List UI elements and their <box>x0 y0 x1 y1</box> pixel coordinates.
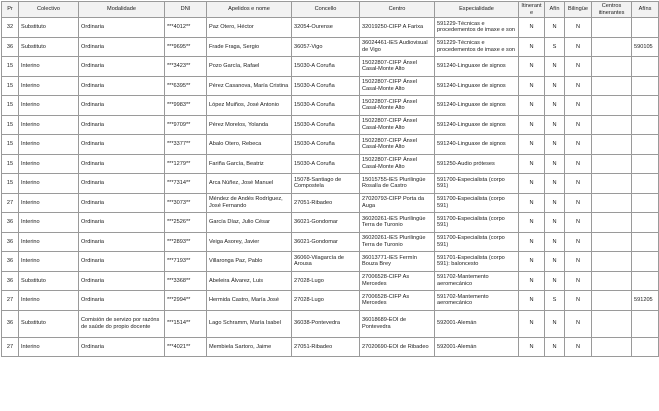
cell-centro: 27020793-CIFP Porta da Auga <box>360 193 435 213</box>
cell-centro: 36020261-IES Plurilingüe Terra de Turonio <box>360 232 435 252</box>
cell-concello: 27051-Ribadeo <box>292 193 360 213</box>
table-row <box>2 213 659 233</box>
cell-colectivo: Substituto <box>19 18 79 38</box>
cell-afin: N <box>545 193 565 213</box>
cell-afins <box>632 135 659 155</box>
cell-afin: N <box>545 252 565 272</box>
cell-especialidade: 591700-Especialista (corpo 591) <box>435 232 519 252</box>
cell-centro: 15022807-CIFP Ánxel Casal-Monte Alto <box>360 135 435 155</box>
cell-colectivo: Interino <box>19 174 79 194</box>
cell-dni: ***4012** <box>165 18 207 38</box>
cell-afin: N <box>545 76 565 96</box>
cell-itinerante: N <box>519 193 545 213</box>
cell-afin: N <box>545 232 565 252</box>
cell-modalidade: Ordinaria <box>79 57 165 77</box>
cell-pr: 36 <box>2 213 19 233</box>
cell-modalidade: Ordinaria <box>79 337 165 357</box>
cell-afin: N <box>545 154 565 174</box>
cell-bilingue: N <box>565 135 592 155</box>
cell-dni: ***2893** <box>165 232 207 252</box>
cell-colectivo: Interino <box>19 96 79 116</box>
cell-name: Membiela Sartoro, Jaime <box>207 337 292 357</box>
column-header: Pr <box>2 2 19 18</box>
cell-itinerante: N <box>519 96 545 116</box>
cell-concello: 15030-A Coruña <box>292 115 360 135</box>
cell-afins <box>632 96 659 116</box>
cell-name: Hermida Castro, María José <box>207 291 292 311</box>
cell-especialidade: 591240-Linguaxe de signos <box>435 135 519 155</box>
cell-pr: 36 <box>2 252 19 272</box>
cell-pr: 15 <box>2 115 19 135</box>
cell-centros-itinerantes <box>592 213 632 233</box>
cell-bilingue: N <box>565 18 592 38</box>
cell-centro: 15015755-IES Plurilingüe Rosalía de Castro <box>360 174 435 194</box>
cell-modalidade: Comisión de servizo por razóns de saúde do propio docente <box>79 310 165 337</box>
cell-itinerante: N <box>519 310 545 337</box>
cell-itinerante: N <box>519 174 545 194</box>
cell-modalidade: Ordinaria <box>79 213 165 233</box>
table-row <box>2 37 659 57</box>
cell-bilingue: N <box>565 37 592 57</box>
cell-dni: ***1279** <box>165 154 207 174</box>
cell-name: Paz Otero, Héctor <box>207 18 292 38</box>
column-header: Especialidade <box>435 2 519 18</box>
cell-dni: ***7314** <box>165 174 207 194</box>
column-header: Concello <box>292 2 360 18</box>
table-row <box>2 193 659 213</box>
cell-bilingue: N <box>565 154 592 174</box>
cell-concello: 15078-Santiago de Compostela <box>292 174 360 194</box>
cell-concello: 36038-Pontevedra <box>292 310 360 337</box>
cell-afins <box>632 18 659 38</box>
cell-concello: 36057-Vigo <box>292 37 360 57</box>
cell-dni: ***2994** <box>165 291 207 311</box>
cell-especialidade: 591240-Linguaxe de signos <box>435 57 519 77</box>
cell-dni: ***3073** <box>165 193 207 213</box>
cell-pr: 15 <box>2 174 19 194</box>
cell-afin: N <box>545 213 565 233</box>
cell-modalidade: Ordinaria <box>79 193 165 213</box>
cell-afins: 590105 <box>632 37 659 57</box>
cell-name: Lago Schramm, María Isabel <box>207 310 292 337</box>
cell-afin: S <box>545 291 565 311</box>
cell-centro: 15022807-CIFP Ánxel Casal-Monte Alto <box>360 115 435 135</box>
cell-name: López Muiños, José Antonio <box>207 96 292 116</box>
cell-dni: ***3423** <box>165 57 207 77</box>
cell-itinerante: N <box>519 135 545 155</box>
table-row <box>2 154 659 174</box>
cell-bilingue: N <box>565 291 592 311</box>
cell-afins <box>632 252 659 272</box>
cell-colectivo: Interino <box>19 213 79 233</box>
cell-centros-itinerantes <box>592 310 632 337</box>
cell-centro: 15022807-CIFP Ánxel Casal-Monte Alto <box>360 154 435 174</box>
column-header: Afíns <box>632 2 659 18</box>
cell-bilingue: N <box>565 57 592 77</box>
cell-centros-itinerantes <box>592 76 632 96</box>
cell-afin: N <box>545 115 565 135</box>
cell-name: Pozo García, Rafael <box>207 57 292 77</box>
cell-afin: N <box>545 337 565 357</box>
cell-especialidade: 591702-Mantemento aeromecánico <box>435 291 519 311</box>
cell-especialidade: 591240-Linguaxe de signos <box>435 76 519 96</box>
cell-centros-itinerantes <box>592 57 632 77</box>
cell-afin: N <box>545 310 565 337</box>
cell-modalidade: Ordinaria <box>79 232 165 252</box>
cell-centros-itinerantes <box>592 252 632 272</box>
cell-centros-itinerantes <box>592 271 632 291</box>
cell-centro: 15022807-CIFP Ánxel Casal-Monte Alto <box>360 96 435 116</box>
cell-name: Méndez de Andés Rodríguez, José Fernando <box>207 193 292 213</box>
table-row <box>2 96 659 116</box>
cell-dni: ***7193** <box>165 252 207 272</box>
cell-bilingue: N <box>565 252 592 272</box>
cell-centros-itinerantes <box>592 232 632 252</box>
cell-bilingue: N <box>565 310 592 337</box>
cell-dni: ***1514** <box>165 310 207 337</box>
cell-itinerante: N <box>519 57 545 77</box>
cell-name: Pérez Casanova, María Cristina <box>207 76 292 96</box>
cell-modalidade: Ordinaria <box>79 154 165 174</box>
cell-name: Abeleira Álvarez, Luis <box>207 271 292 291</box>
cell-name: Arca Núñez, José Manuel <box>207 174 292 194</box>
cell-pr: 15 <box>2 135 19 155</box>
cell-afin: N <box>545 57 565 77</box>
cell-centros-itinerantes <box>592 193 632 213</box>
cell-afins <box>632 193 659 213</box>
cell-dni: ***9983** <box>165 96 207 116</box>
cell-bilingue: N <box>565 76 592 96</box>
cell-colectivo: Substituto <box>19 310 79 337</box>
cell-colectivo: Interino <box>19 76 79 96</box>
cell-itinerante: N <box>519 291 545 311</box>
cell-itinerante: N <box>519 271 545 291</box>
cell-pr: 36 <box>2 271 19 291</box>
cell-afins <box>632 271 659 291</box>
cell-pr: 27 <box>2 193 19 213</box>
cell-name: Fariña García, Beatriz <box>207 154 292 174</box>
table-row <box>2 57 659 77</box>
cell-afins <box>632 213 659 233</box>
cell-bilingue: N <box>565 174 592 194</box>
cell-concello: 15030-A Coruña <box>292 76 360 96</box>
table-row <box>2 174 659 194</box>
cell-modalidade: Ordinaria <box>79 252 165 272</box>
table-row <box>2 291 659 311</box>
cell-centro: 27020690-EOI de Ribadeo <box>360 337 435 357</box>
cell-centro: 36018689-EOI de Pontevedra <box>360 310 435 337</box>
cell-modalidade: Ordinaria <box>79 76 165 96</box>
cell-modalidade: Ordinaria <box>79 37 165 57</box>
cell-centros-itinerantes <box>592 291 632 311</box>
cell-centro: 36013771-IES Fermín Bouza Brey <box>360 252 435 272</box>
cell-colectivo: Interino <box>19 115 79 135</box>
table-row <box>2 135 659 155</box>
cell-especialidade: 591702-Mantemento aeromecánico <box>435 271 519 291</box>
cell-especialidade: 591700-Especialista (corpo 591) <box>435 174 519 194</box>
cell-concello: 27051-Ribadeo <box>292 337 360 357</box>
cell-itinerante: N <box>519 76 545 96</box>
cell-bilingue: N <box>565 115 592 135</box>
cell-colectivo: Interino <box>19 193 79 213</box>
cell-name: Villaronga Paz, Pablo <box>207 252 292 272</box>
cell-centros-itinerantes <box>592 18 632 38</box>
cell-dni: ***2526** <box>165 213 207 233</box>
cell-colectivo: Interino <box>19 135 79 155</box>
cell-centros-itinerantes <box>592 174 632 194</box>
cell-colectivo: Interino <box>19 291 79 311</box>
column-header: Bilingüe <box>565 2 592 18</box>
cell-concello: 15030-A Coruña <box>292 57 360 77</box>
cell-especialidade: 592001-Alemán <box>435 337 519 357</box>
cell-concello: 15030-A Coruña <box>292 135 360 155</box>
cell-afins <box>632 310 659 337</box>
cell-bilingue: N <box>565 193 592 213</box>
cell-especialidade: 591229-Técnicas e procedementos de imaxe e son <box>435 37 519 57</box>
cell-colectivo: Interino <box>19 232 79 252</box>
cell-itinerante: N <box>519 37 545 57</box>
cell-pr: 27 <box>2 337 19 357</box>
cell-itinerante: N <box>519 213 545 233</box>
cell-colectivo: Interino <box>19 252 79 272</box>
cell-modalidade: Ordinaria <box>79 96 165 116</box>
cell-concello: 15030-A Coruña <box>292 96 360 116</box>
cell-especialidade: 591240-Linguaxe de signos <box>435 96 519 116</box>
cell-concello: 27028-Lugo <box>292 291 360 311</box>
cell-modalidade: Ordinaria <box>79 271 165 291</box>
cell-centro: 36020261-IES Plurilingüe Terra de Turonio <box>360 213 435 233</box>
table-row <box>2 252 659 272</box>
table-row <box>2 115 659 135</box>
cell-centro: 27006528-CIFP As Mercedes <box>360 271 435 291</box>
cell-concello: 15030-A Coruña <box>292 154 360 174</box>
table-row <box>2 310 659 337</box>
cell-colectivo: Interino <box>19 57 79 77</box>
column-header: Centros itinerantes <box>592 2 632 18</box>
cell-centros-itinerantes <box>592 37 632 57</box>
cell-centro: 27006528-CIFP As Mercedes <box>360 291 435 311</box>
header-row <box>2 2 659 18</box>
cell-pr: 15 <box>2 76 19 96</box>
cell-modalidade: Ordinaria <box>79 174 165 194</box>
cell-name: Frade Fraga, Sergio <box>207 37 292 57</box>
column-header: Modalidade <box>79 2 165 18</box>
cell-name: García Díaz, Julio César <box>207 213 292 233</box>
cell-itinerante: N <box>519 337 545 357</box>
cell-pr: 15 <box>2 154 19 174</box>
table-row <box>2 18 659 38</box>
column-header: Centro <box>360 2 435 18</box>
cell-bilingue: N <box>565 213 592 233</box>
table-row <box>2 76 659 96</box>
cell-centro: 32019250-CIFP A Farixa <box>360 18 435 38</box>
column-header: Colectivo <box>19 2 79 18</box>
table-body <box>2 18 659 357</box>
cell-afins <box>632 174 659 194</box>
cell-itinerante: N <box>519 115 545 135</box>
cell-especialidade: 591229-Técnicas e procedementos de imaxe e son <box>435 18 519 38</box>
cell-centro: 15022807-CIFP Ánxel Casal-Monte Alto <box>360 76 435 96</box>
table-row <box>2 337 659 357</box>
cell-itinerante: N <box>519 154 545 174</box>
cell-pr: 36 <box>2 310 19 337</box>
cell-pr: 36 <box>2 37 19 57</box>
cell-concello: 36021-Gondomar <box>292 232 360 252</box>
cell-concello: 27028-Lugo <box>292 271 360 291</box>
cell-pr: 32 <box>2 18 19 38</box>
column-header: Itinerante <box>519 2 545 18</box>
cell-afins <box>632 57 659 77</box>
cell-centro: 15022807-CIFP Ánxel Casal-Monte Alto <box>360 57 435 77</box>
cell-afin: S <box>545 37 565 57</box>
column-header: Apelidos e nome <box>207 2 292 18</box>
cell-centros-itinerantes <box>592 154 632 174</box>
cell-afins <box>632 154 659 174</box>
cell-centro: 36024461-IES Audiovisual de Vigo <box>360 37 435 57</box>
cell-dni: ***3377** <box>165 135 207 155</box>
cell-afin: N <box>545 18 565 38</box>
column-header: Afín <box>545 2 565 18</box>
cell-itinerante: N <box>519 18 545 38</box>
cell-centros-itinerantes <box>592 96 632 116</box>
cell-centros-itinerantes <box>592 135 632 155</box>
cell-name: Pérez Morelos, Yolanda <box>207 115 292 135</box>
cell-concello: 36021-Gondomar <box>292 213 360 233</box>
cell-dni: ***6395** <box>165 76 207 96</box>
cell-bilingue: N <box>565 232 592 252</box>
cell-especialidade: 591700-Especialista (corpo 591) <box>435 193 519 213</box>
cell-colectivo: Interino <box>19 337 79 357</box>
cell-afins <box>632 115 659 135</box>
cell-bilingue: N <box>565 96 592 116</box>
cell-afins: 591205 <box>632 291 659 311</box>
cell-dni: ***3368** <box>165 271 207 291</box>
cell-centros-itinerantes <box>592 115 632 135</box>
cell-modalidade: Ordinaria <box>79 291 165 311</box>
cell-modalidade: Ordinaria <box>79 115 165 135</box>
cell-especialidade: 592001-Alemán <box>435 310 519 337</box>
cell-afin: N <box>545 271 565 291</box>
cell-dni: ***9709** <box>165 115 207 135</box>
cell-concello: 36060-Vilagarcía de Arousa <box>292 252 360 272</box>
cell-especialidade: 591701-Especialista (corpo 591): baloncesto <box>435 252 519 272</box>
assignments-table <box>1 1 659 357</box>
cell-dni: ***9695** <box>165 37 207 57</box>
cell-afin: N <box>545 174 565 194</box>
cell-colectivo: Substituto <box>19 37 79 57</box>
cell-centros-itinerantes <box>592 337 632 357</box>
cell-pr: 27 <box>2 291 19 311</box>
table-row <box>2 232 659 252</box>
cell-pr: 36 <box>2 232 19 252</box>
cell-pr: 15 <box>2 96 19 116</box>
cell-modalidade: Ordinaria <box>79 18 165 38</box>
cell-name: Abalo Otero, Rebeca <box>207 135 292 155</box>
cell-afins <box>632 337 659 357</box>
cell-name: Veiga Asorey, Javier <box>207 232 292 252</box>
cell-especialidade: 591240-Linguaxe de signos <box>435 115 519 135</box>
cell-pr: 15 <box>2 57 19 77</box>
cell-dni: ***4021** <box>165 337 207 357</box>
cell-afin: N <box>545 135 565 155</box>
cell-afins <box>632 76 659 96</box>
cell-itinerante: N <box>519 252 545 272</box>
column-header: DNI <box>165 2 207 18</box>
cell-bilingue: N <box>565 271 592 291</box>
cell-concello: 32054-Ourense <box>292 18 360 38</box>
cell-modalidade: Ordinaria <box>79 135 165 155</box>
cell-especialidade: 591700-Especialista (corpo 591) <box>435 213 519 233</box>
table-row <box>2 271 659 291</box>
cell-bilingue: N <box>565 337 592 357</box>
cell-colectivo: Substituto <box>19 271 79 291</box>
cell-afin: N <box>545 96 565 116</box>
cell-colectivo: Interino <box>19 154 79 174</box>
cell-itinerante: N <box>519 232 545 252</box>
cell-afins <box>632 232 659 252</box>
cell-especialidade: 591250-Audio próteses <box>435 154 519 174</box>
